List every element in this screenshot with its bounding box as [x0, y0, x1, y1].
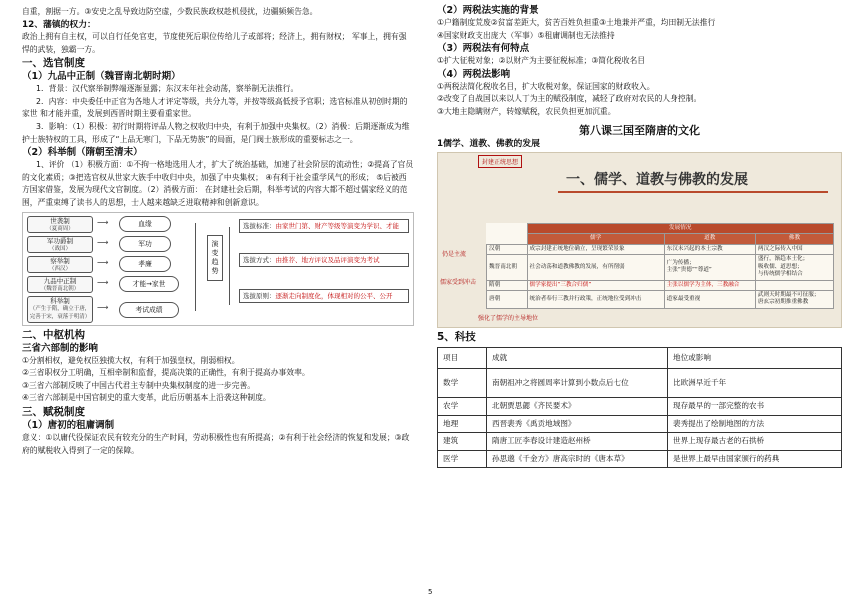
intro-text: 自重，割据一方。③安史之乱导致边防空虚，少数民族政权趁机侵扰，边疆频频告急。 [22, 7, 318, 16]
science-row: 建筑 隋唐工匠李春设计建造赵州桥 世界上现存最古老的石拱桥 [438, 433, 842, 451]
jiupin-impact: 3．影响：（1）积极：初行时期将评品人物之权收归中央，有利于加强中央集权。（2）消极：后期逐渐成为维护士族特权的工具，形成了“上品无寒门，下品无势族”的局面，是门阀士族形成的重要标志之一。 [22, 122, 410, 144]
arrow-icon: ⟶ [97, 237, 109, 247]
science-row: 数学 南朝祖冲之将圆周率计算到小数点后七位 比欧洲早近千年 [438, 369, 842, 398]
jiupin-background: 1．背景：汉代察举制弊端逐渐显露；东汉末年社会动荡，察举制无法推行。 [36, 84, 299, 94]
sanshengliubu-point: ③三省六部制反映了中国古代君主专制中央集权制度的进一步完善。 [22, 380, 256, 390]
religion-row: 唐朝 统治者奉行三教并行政策，正统地位受到冲击 道家最受重视 武则天时期最不可征服； 唐玄宗初期推重佛教 [487, 290, 834, 308]
science-col-header: 项目 [438, 348, 487, 369]
diagram-system-box: 察举制 （西汉） [27, 256, 93, 273]
selection-system-diagram [22, 212, 414, 326]
slide-note-orthodox: 封建正统思想 [478, 155, 522, 168]
liangshuifa-background-title: （2）两税法实施的背景 [437, 5, 539, 16]
left-column [22, 0, 414, 457]
liangshuifa-features-line: ①扩大征税对象；②以财产为主要征税标准；③简化税收名目 [437, 56, 646, 66]
arrow-icon: ⟶ [97, 277, 109, 287]
liangshuifa-background-line: ①户籍制度荒废②贫富差距大，贫苦百姓负担重③土地兼并严重，均田制无法推行 [437, 18, 716, 27]
slide-bottom-note: 强化了儒学的主导地位 [478, 315, 539, 323]
science-table-header [438, 348, 842, 369]
standard-oval: 考试成绩 [119, 302, 179, 318]
keju-evaluation: 1、评价 （1）积极方面：①不拘一格地选用人才，扩大了统治基础，加速了社会阶层的流动性；②提高了官员的文化素质；③把选官权从世家大族手中收归中央，加强了中央集权； ④有利于社会重学风气的形成； ⑤后被西方国家借鉴，发展为现代文官制度。（2）消极方面： 在封建社会后期，科举考试的内容大都不超过儒家经义的范围，严重束缚了读书人的思想，士人越来越缺乏进取精神和创新意识。 [22, 160, 414, 208]
diagram-system-box: 军功爵制 （战国） [27, 236, 93, 253]
lesson-title: 第八课三国至隋唐的文化 [579, 123, 700, 137]
religion-row: 汉朝 成宗封建正统地位确立，呈现繁荣景象 东汉末兴起的本土宗教 两汉之际传入中国 [487, 244, 834, 254]
standard-oval: 血缘 [119, 216, 171, 232]
sanshengliubu-title: 三省六部制的影响 [22, 342, 99, 354]
religion-row: 魏晋南北朝 社会动荡和道教佛教的发展，有所削弱 广为传播； 主张“贵德”“尊道” 盛行，渐趋本土化； 吸收儒、道思想； 与传统儒学相结合 [487, 255, 834, 280]
science-col-header: 地位或影响 [668, 348, 842, 369]
liangshuifa-impact-line: ①两税法简化税收名目，扩大收税对象，保证国家的财政收入。 [437, 81, 655, 91]
section-1-title: 一、选官制度 [22, 57, 85, 70]
liangshuifa-impact-line: ②改变了自战国以来以人丁为主的赋役制度，减轻了政府对农民的人身控制。 [437, 94, 702, 104]
subsection-keju-title: （2）科举制（隋朝至清末） [22, 147, 143, 159]
subsection-jiupin-title: （1）九品中正制（魏晋南北朝时期） [22, 71, 181, 83]
diagram-system-box: 世袭制 （夏商周） [27, 216, 93, 233]
slide-side-note: 儒家受到冲击 [440, 279, 477, 287]
trend-box: 演变趋势 [207, 235, 223, 281]
diagram-system-box: 九品中正制 （魏晋南北朝） [27, 276, 93, 293]
standard-oval: 才能→家世 [119, 276, 179, 292]
zuyongdiao-title: （1）唐初的租庸调制 [22, 420, 115, 431]
slide-title-underline [558, 191, 828, 193]
science-row: 地理 西晋裴秀《禹贡地域图》 裴秀提出了绘制地图的方法 [438, 415, 842, 433]
section-2-title: 二、中枢机构 [22, 328, 85, 341]
religion-row: 隋朝 儒学家提出“三教合归儒” 主张以儒学为主体，三教融合 [487, 280, 834, 290]
religion-col-header: 道教 [664, 234, 755, 244]
slide-side-note: 仍是主流 [442, 251, 467, 259]
religion-col-header: 儒学 [527, 234, 664, 244]
fanzhen-text: 政治上拥有自主权，可以自行任免官吏，节度使死后职位传给儿子或部将；经济上，拥有财权； 军事上，拥有强悍的武装，独霸一方。 [22, 32, 407, 54]
religion-table [486, 223, 834, 309]
religion-table-span-header: 发展情况 [527, 224, 834, 234]
arrow-icon: ⟶ [97, 302, 109, 312]
religion-section-title: 1儒学、道教、佛教的发展 [437, 138, 540, 149]
tech-section-title: 5、科技 [437, 331, 476, 344]
arrow-icon: ⟶ [97, 257, 109, 267]
fanzhen-title: 12、藩镇的权力： [22, 19, 96, 30]
page-number: 5 [428, 588, 433, 596]
section-3-title: 三、赋税制度 [22, 406, 85, 418]
standard-oval: 军功 [119, 236, 171, 252]
liangshuifa-impact-line: ③大地主隐瞒财产，转嫁赋税，农民负担更加沉重。 [437, 106, 616, 116]
diagram-connector [229, 227, 230, 305]
science-row: 农学 北朝贾思勰《齐民要术》 现存最早的一部完整的农书 [438, 398, 842, 416]
science-row: 医学 孙思邈《千金方》唐高宗时的《唐本草》 是世界上最早由国家颁行的药典 [438, 450, 842, 468]
sanshengliubu-point: ①分割相权，避免权臣独揽大权，有利于加强皇权，削弱相权。 [22, 355, 240, 365]
science-table [437, 347, 842, 468]
diagram-system-box: 科举制 （产生于隋，确立于唐，完善于宋，衰落于明清） [27, 296, 93, 323]
science-col-header: 成就 [487, 348, 668, 369]
diagram-note: 选拔原则：逐渐走向制度化，体现相对的公平、公开 [239, 289, 409, 304]
liangshuifa-background-line: ④国家财政支出庞大（军事）⑤租庸调制也无法推持 [437, 30, 615, 40]
jiupin-content: 2．内容：中央委任中正官为各地人才评定等级，共分九等，并按等级高低授予官职；选官标准从初创时期的家世 和才能并重，发展到西晋时期主要看重家世。 [22, 96, 408, 119]
religion-slide-image [437, 152, 842, 328]
diagram-note: 选拔标准：由家世门第、财产等级等演变为学识、才能 [239, 219, 409, 234]
liangshuifa-features-title: （3）两税法有何特点 [437, 43, 530, 55]
arrow-icon: ⟶ [97, 217, 109, 227]
zuyongdiao-text: 意义：①以庸代役保证农民有较充分的生产时间，劳动积极性也有所提高；②有利于社会经济的恢复和发展；③政府的赋税收入得到了一定的保障。 [22, 433, 410, 455]
sanshengliubu-point: ②三省职权分工明确，互相牵制和监督，提高决策的正确性，有利于提高办事效率。 [22, 368, 310, 378]
sanshengliubu-point: ④三省六部制是中国官制史的重大变革，此后历朝基本上沿袭这种制度。 [22, 393, 271, 403]
standard-oval: 孝廉 [119, 256, 171, 272]
religion-col-header: 佛教 [755, 234, 833, 244]
diagram-connector [195, 223, 196, 311]
right-column [437, 0, 842, 468]
slide-title: 一、儒学、道教与佛教的发展 [566, 172, 748, 189]
diagram-note: 选拔方式：由推荐、地方评议及品评演变为考试 [239, 253, 409, 268]
liangshuifa-impact-title: （4）两税法影响 [437, 68, 511, 80]
